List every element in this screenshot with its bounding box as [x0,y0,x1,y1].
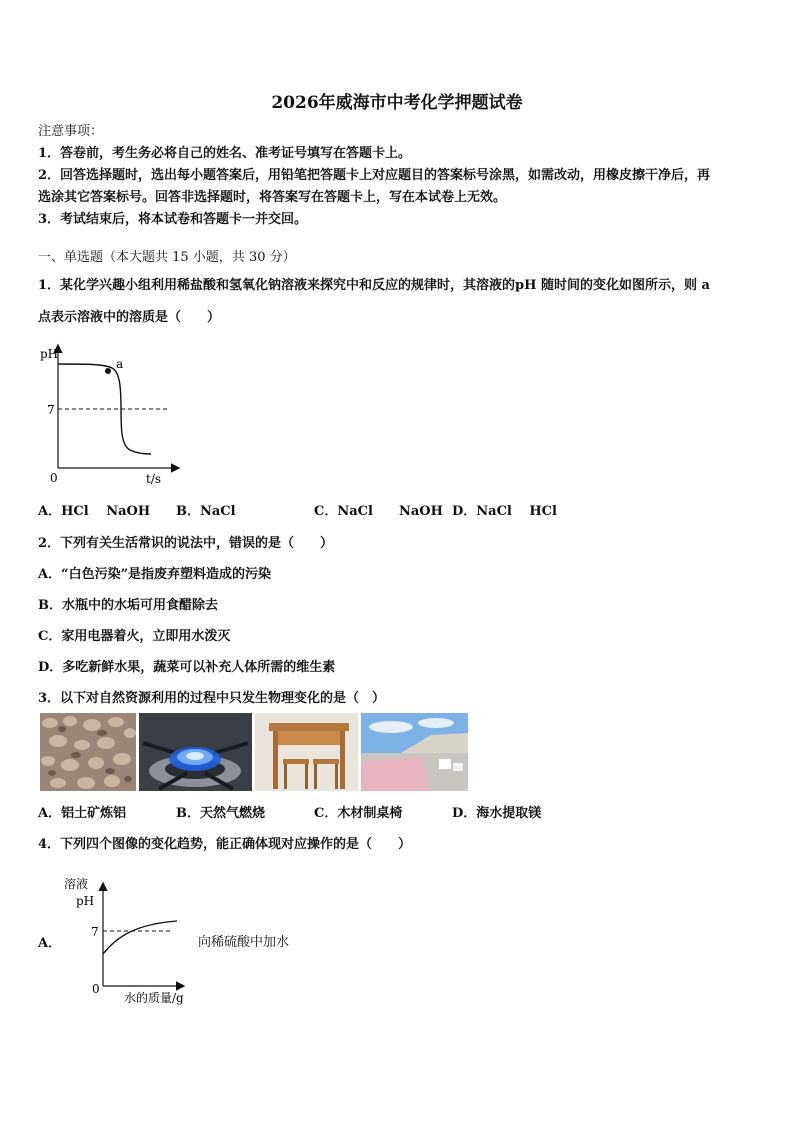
page-title: 2026年威海市中考化学押题试卷 [271,93,523,113]
notice-item-2-cont: 选涂其它答案标号。回答非选择题时，将答案写在答题卡上，写在本试卷上无效。 [38,190,507,205]
q1-stem-line2: 点表示溶液中的溶质是（ ） [38,310,221,325]
q1-option-a[interactable]: A．HCl NaOH [38,504,151,519]
q1-point-a-label: a [116,357,124,371]
notice-item-3: 3．考试结束后，将本试卷和答题卡一并交回。 [38,212,308,227]
q4-option-a-description: 向稀硫酸中加水 [198,935,290,950]
q4a-xlabel: 水的质量/g [124,991,184,1005]
q3-option-a[interactable]: A．铝土矿炼铝 [38,806,127,821]
q1-option-d[interactable]: D．NaCl HCl [452,504,557,519]
q4a-curve [103,921,177,954]
q1-xlabel: t/s [146,472,162,486]
notice-heading: 注意事项： [38,124,104,139]
section-heading: 一、单选题（本大题共 15 小题，共 30 分） [38,250,296,265]
q1-point-a [105,368,111,374]
q1-option-c[interactable]: C．NaCl NaOH [314,504,443,519]
q3-stem: 3．以下对自然资源利用的过程中只发生物理变化的是（ ） [38,691,386,706]
bauxite-ore-image [40,713,136,791]
q3-option-d[interactable]: D．海水提取镁 [452,806,542,821]
q3-option-c[interactable]: C．木材制桌椅 [314,806,403,821]
q1-stem-line1: 1．某化学兴趣小组利用稀盐酸和氢氧化钠溶液来探究中和反应的规律时，其溶液的pH 随时间的变化如图所示，则 a [38,278,710,293]
wooden-desk-chairs-image [255,713,358,791]
q4a-ylabel-line1: 溶液 [64,877,89,891]
q3-option-b[interactable]: B．天然气燃烧 [176,806,266,821]
q4-option-a-letter[interactable]: A． [38,936,62,951]
notice-item-1: 1．答卷前，考生务必将自己的姓名、准考证号填写在答题卡上。 [38,146,412,161]
q2-option-a[interactable]: A．“白色污染”是指废弃塑料造成的污染 [38,567,272,582]
seawater-salt-pan-image [361,713,468,791]
q4a-ylabel-line2: pH [76,894,95,908]
q2-option-c[interactable]: C．家用电器着火，立即用水泼灭 [38,629,231,644]
q4a-ph7-label: 7 [91,925,99,939]
gas-stove-flame-image [139,713,252,791]
q4-stem: 4．下列四个图像的变化趋势，能正确体现对应操作的是（ ） [38,837,412,852]
q1-option-b[interactable]: B．NaCl [176,504,236,519]
q1-ylabel: pH [40,347,59,361]
q2-option-b[interactable]: B．水瓶中的水垢可用食醋除去 [38,598,218,613]
q2-option-d[interactable]: D．多吃新鲜水果，蔬菜可以补充人体所需的维生素 [38,660,336,675]
q1-origin-label: 0 [50,471,58,485]
q2-stem: 2．下列有关生活常识的说法中，错误的是（ ） [38,536,334,551]
q4a-origin-label: 0 [92,982,100,996]
q1-ph7-label: 7 [47,403,55,417]
q4-option-a-chart [62,874,202,1009]
notice-item-2: 2．回答选择题时，选出每小题答案后，用铅笔把答题卡上对应题目的答案标号涂黑，如需改动，用橡皮擦干净后，再 [38,168,711,183]
q1-ph-chart [36,338,186,488]
